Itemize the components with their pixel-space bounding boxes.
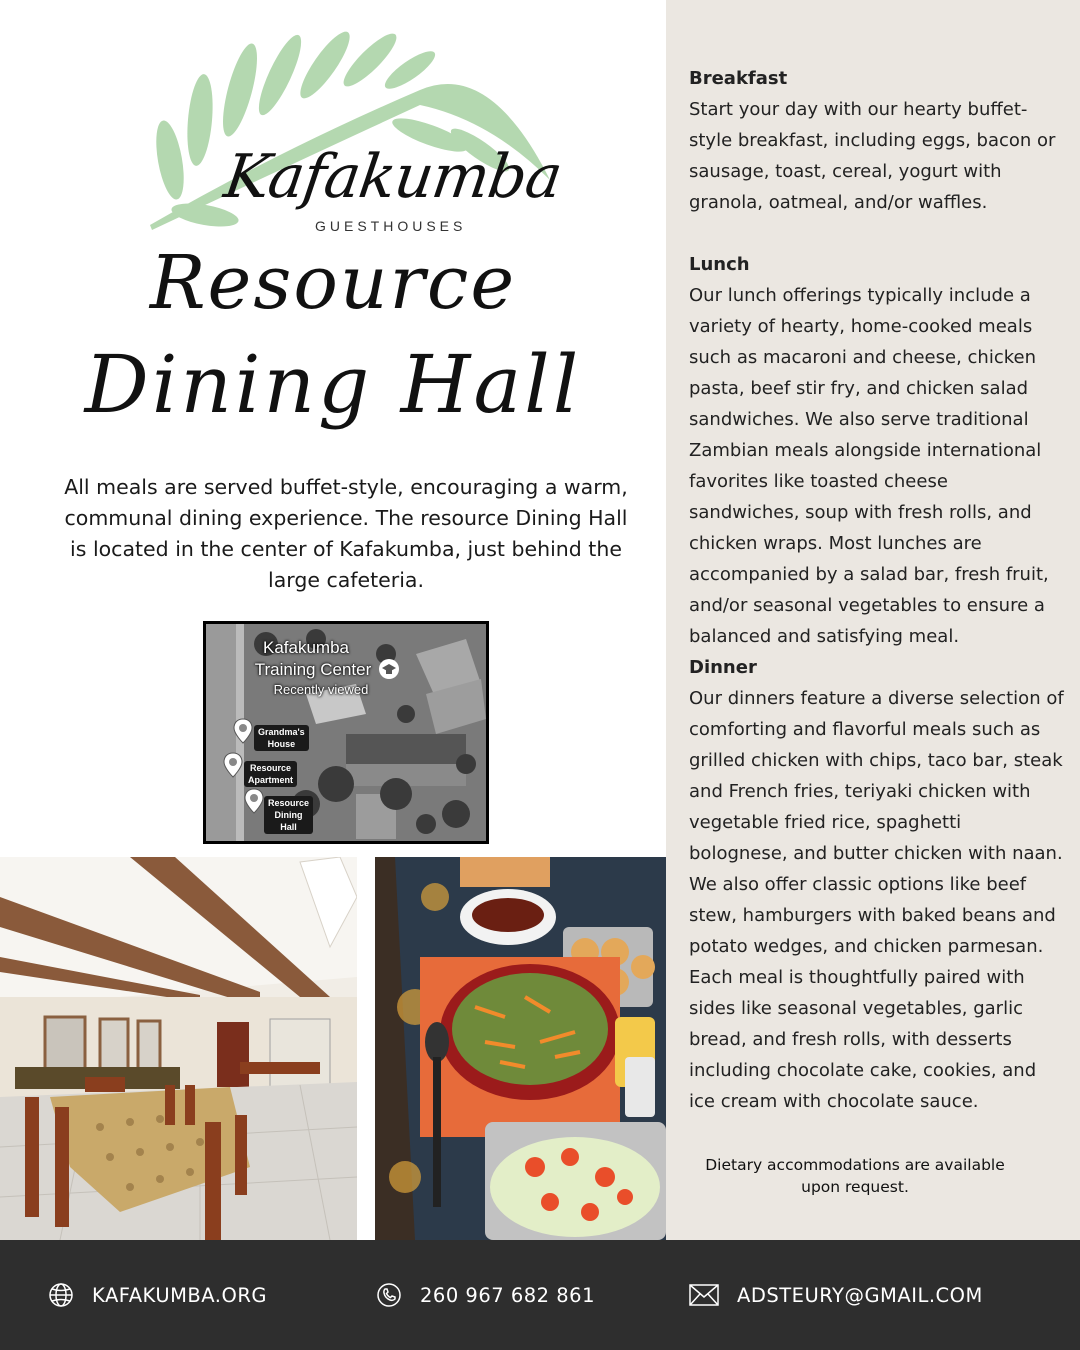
contact-footer <box>0 1240 1080 1350</box>
logo-wordmark: Kafakumba <box>220 142 566 212</box>
map-title-line2: Training Center <box>254 660 372 679</box>
lunch-heading: Lunch <box>689 254 750 275</box>
dining-room-illustration <box>0 857 357 1240</box>
phone-text[interactable]: 260 967 682 861 <box>420 1283 595 1307</box>
buffet-illustration <box>375 857 666 1240</box>
lunch-text: Our lunch offerings typically include a variety of hearty, home-cooked meals such as macaroni and cheese, chicken pasta, beef stir fry, and chicken salad sandwiches. We also serve traditional Zambian meals alongside international favorites like toasted cheese sandwiches, soup with fresh rolls, and chicken wraps. Most lunches are accompanied by a salad bar, fresh fruit, and/or seasonal vegetables to ensure a balanced and satisfying meal. <box>689 285 1049 647</box>
intro-paragraph: All meals are served buffet-style, encouraging a warm, communal dining experience. The resource Dining Hall is located in the center of Kafakumba, just behind the large cafeteria. <box>64 475 628 592</box>
email-link[interactable] <box>689 1240 983 1350</box>
map-pin-label-resource-dining-hall[interactable]: Resource Dining Hall <box>264 796 313 834</box>
map-title-line1: Kafakumba <box>263 638 349 657</box>
website-link[interactable] <box>48 1240 267 1350</box>
breakfast-heading: Breakfast <box>689 68 788 89</box>
map-subtitle: Recently viewed <box>273 682 369 697</box>
dinner-section <box>689 652 1064 1117</box>
breakfast-text: Start your day with our hearty buffet-style breakfast, including eggs, bacon or sausage, toast, cereal, yogurt with granola, oatmeal, and/or waffles. <box>689 99 1056 213</box>
leaf-branch-illustration <box>130 30 560 245</box>
email-text[interactable]: ADSTEURY@GMAIL.COM <box>737 1283 983 1307</box>
map-pin-label-resource-apartment[interactable]: Resource Apartment <box>244 761 297 787</box>
globe-icon <box>48 1282 74 1308</box>
map-pin-icon[interactable] <box>223 752 243 778</box>
mail-icon <box>689 1283 719 1307</box>
map-pin-icon[interactable] <box>233 718 253 744</box>
page-title-line2: Dining Hall <box>84 338 582 431</box>
brand-logo <box>130 30 566 245</box>
map-pin-icon[interactable] <box>244 788 264 814</box>
dinner-text: Our dinners feature a diverse selection of comforting and flavorful meals such as grilled chicken with chips, taco bar, steak and French fries, teriyaki chicken with vegetable fried rice, spaghetti bolognese, and butter chicken with naan. We also offer classic options like beef stew, hamburgers with baked beans and potato wedges, and chicken parmesan. Each meal is thoughtfully paired with sides like seasonal vegetables, garlic bread, and fresh rolls, with desserts including chocolate cake, cookies, and ice cream with chocolate sauce. <box>689 688 1064 1112</box>
buffet-food-photo <box>375 857 666 1240</box>
lunch-section <box>689 249 1064 652</box>
location-map <box>203 621 489 844</box>
map-pin-label-grandmas-house[interactable]: Grandma's House <box>254 725 309 751</box>
breakfast-section <box>689 63 1064 218</box>
dinner-heading: Dinner <box>689 657 757 678</box>
graduation-cap-icon <box>378 658 400 680</box>
page-title-line1: Resource <box>149 240 517 326</box>
dining-room-photo <box>0 857 357 1240</box>
dietary-note: Dietary accommodations are available upon request. <box>705 1156 1005 1196</box>
logo-subtitle: GUESTHOUSES <box>315 218 467 234</box>
phone-link[interactable] <box>376 1240 595 1350</box>
website-text[interactable]: KAFAKUMBA.ORG <box>92 1283 267 1307</box>
phone-icon <box>376 1282 402 1308</box>
